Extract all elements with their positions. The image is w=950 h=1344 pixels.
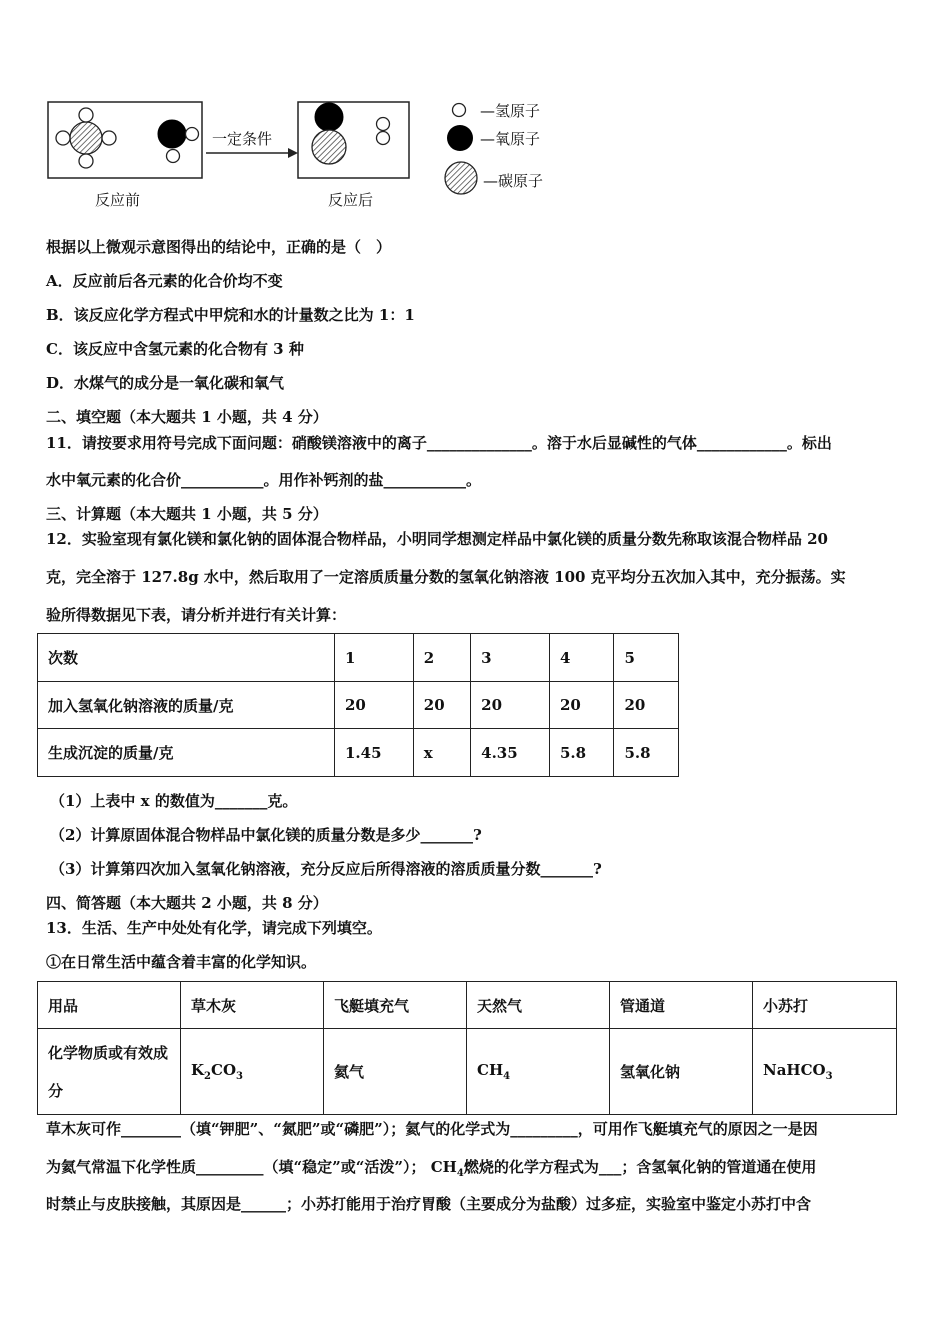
table-cell (753, 1029, 897, 1115)
table-cell: 3 (471, 634, 550, 682)
q12-line1: 12．实验室现有氯化镁和氯化钠的固体混合物样品，小明同学想测定样品中氯化镁的质量分数先称取该混合物样品 20 (46, 530, 828, 548)
q10-stem: 根据以上微观示意图得出的结论中，正确的是（ ） (46, 238, 392, 256)
q11-line1: 11．请按要求用符号完成下面问题：硝酸镁溶液中的离子______________。溶于水后显碱性的气体____________。标出 (46, 434, 832, 452)
section3-heading: 三、计算题（本大题共 1 小题，共 5 分） (46, 505, 328, 523)
hydrogen-atom (56, 131, 70, 145)
q12-data-table (37, 633, 679, 777)
table-cell: x (413, 729, 470, 777)
table-cell: 5 (614, 634, 679, 682)
q10-option-c: C．该反应中含氢元素的化合物有 3 种 (46, 340, 304, 358)
table-cell: 生成沉淀的质量/克 (38, 729, 335, 777)
table-cell: 飞艇填充气 (324, 982, 467, 1029)
table-row (38, 1029, 897, 1115)
formula-subscript: 4 (456, 1168, 464, 1179)
hydrogen-atom (102, 131, 116, 145)
table-cell: 1 (335, 634, 414, 682)
hydrogen-atom (79, 108, 93, 122)
table-cell: 管通道 (610, 982, 753, 1029)
hydrogen-atom (167, 150, 180, 163)
q12-line2: 克，完全溶于 127.8g 水中，然后取用了一定溶质质量分数的氢氧化钠溶液 100 克平均分五次加入其中，充分振荡。实 (46, 568, 846, 586)
oxygen-atom (158, 120, 186, 148)
hydrogen-atom (377, 118, 390, 131)
q11-line2: 水中氧元素的化合价___________。用作补钙剂的盐___________。 (46, 471, 482, 489)
legend-hydrogen-label: —氢原子 (480, 102, 541, 120)
table-cell: 20 (335, 682, 414, 729)
legend-oxygen-symbol (447, 125, 473, 151)
legend-oxygen-label: —氧原子 (480, 130, 541, 148)
table-cell: 20 (549, 682, 614, 729)
table-cell: 5.8 (549, 729, 614, 777)
q13-para-line2 (46, 1156, 816, 1179)
table-cell (467, 1029, 610, 1115)
q12-line3: 验所得数据见下表，请分析并进行有关计算： (46, 606, 347, 624)
table-cell: 小苏打 (753, 982, 897, 1029)
table-row (38, 634, 679, 682)
q10-option-a: A．反应前后各元素的化合价均不变 (46, 272, 283, 290)
table-cell: 4.35 (471, 729, 550, 777)
legend-hydrogen-symbol (453, 104, 466, 117)
q13-stem: 13．生活、生产中处处有化学，请完成下列填空。 (46, 919, 382, 937)
table-row (38, 729, 679, 777)
formula-subscript: 2 (204, 1071, 212, 1082)
table-cell: 氦气 (324, 1029, 467, 1115)
formula-part: CO (211, 1061, 237, 1079)
table-cell: 草木灰 (181, 982, 324, 1029)
q13-table (37, 981, 897, 1115)
table-cell: 20 (413, 682, 470, 729)
table-row (38, 982, 897, 1029)
section2-heading: 二、填空题（本大题共 1 小题，共 4 分） (46, 408, 328, 426)
formula-subscript: 3 (236, 1071, 243, 1082)
table-cell: 2 (413, 634, 470, 682)
hydrogen-atom (186, 128, 199, 141)
table-row (38, 682, 679, 729)
before-label: 反应前 (95, 191, 141, 209)
table-cell: 氢氧化钠 (610, 1029, 753, 1115)
table-cell (181, 1029, 324, 1115)
row-label: 化学物质或有效成分 (48, 1043, 169, 1100)
carbon-atom (70, 122, 102, 154)
formula-part: NaHCO (763, 1061, 826, 1079)
table-cell (38, 1029, 181, 1115)
q10-option-b: B．该反应化学方程式中甲烷和水的计量数之比为 1：1 (46, 306, 415, 324)
table-cell: 用品 (38, 982, 181, 1029)
formula-part: CH (477, 1061, 504, 1079)
table-cell: 20 (471, 682, 550, 729)
table-cell: 1.45 (335, 729, 414, 777)
q12-sub3: （3）计算第四次加入氢氧化钠溶液，充分反应后所得溶液的溶质质量分数_______? (50, 860, 602, 878)
oxygen-atom (315, 103, 343, 131)
formula-subscript: 3 (825, 1071, 833, 1082)
section4-heading: 四、简答题（本大题共 2 小题，共 8 分） (46, 894, 328, 912)
hydrogen-atom (79, 154, 93, 168)
q13-para-line1: 草木灰可作________（填“钾肥”、“氮肥”或“磷肥”）；氦气的化学式为_________，可用作飞艇填充气的原因之一是因 (46, 1120, 818, 1138)
table-cell: 20 (614, 682, 679, 729)
after-label: 反应后 (328, 191, 374, 209)
q13-para-line3: 时禁止与皮肤接触，其原因是______；小苏打能用于治疗胃酸（主要成分为盐酸）过多症，实验室中鉴定小苏打中含 (46, 1195, 812, 1213)
arrow-head (288, 148, 298, 158)
formula-part: K (191, 1061, 205, 1079)
hydrogen-atom (377, 132, 390, 145)
legend-carbon-label: —碳原子 (483, 172, 544, 190)
table-cell: 次数 (38, 634, 335, 682)
q12-sub1: （1）上表中 x 的数值为_______克。 (50, 792, 298, 810)
table-cell: 加入氢氧化钠溶液的质量/克 (38, 682, 335, 729)
q12-sub2: （2）计算原固体混合物样品中氯化镁的质量分数是多少_______? (50, 826, 482, 844)
arrow-label: 一定条件 (212, 130, 273, 148)
table-cell: 4 (549, 634, 614, 682)
table-cell: 天然气 (467, 982, 610, 1029)
legend-carbon-symbol (445, 162, 477, 194)
para-text: 为氦气常温下化学性质_________（填“稳定”或“活泼”）； CH (46, 1158, 457, 1176)
formula-subscript: 4 (503, 1071, 511, 1082)
para-text: 燃烧的化学方程式为___；含氢氧化钠的管道通在使用 (463, 1158, 817, 1176)
q10-option-d: D．水煤气的成分是一氧化碳和氧气 (46, 374, 285, 392)
carbon-atom (312, 130, 346, 164)
table-cell: 5.8 (614, 729, 679, 777)
q13-sub1: ①在日常生活中蕴含着丰富的化学知识。 (46, 953, 317, 971)
